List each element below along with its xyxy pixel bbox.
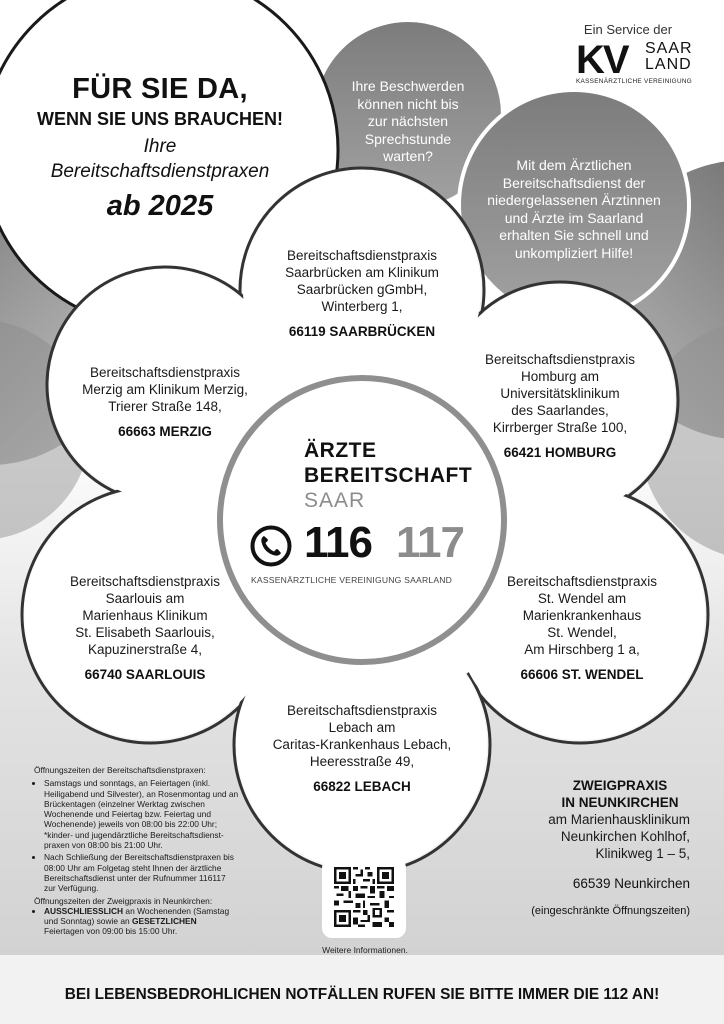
center-caption: KASSENÄRZTLICHE VEREINIGUNG SAARLAND	[251, 575, 453, 585]
center-logo	[248, 438, 488, 585]
practice-saarbruecken: Bereitschaftsdienstpraxis Saarbrücken am Klinikum Saarbrücken gGmbH, Winterberg 1, 66119 SAARBRÜCKEN	[252, 247, 472, 339]
opening-hours	[34, 765, 239, 939]
branch-hours-list	[34, 906, 239, 937]
logo-subtitle: KASSENÄRZTLICHE VEREINIGUNG	[576, 78, 693, 85]
branch-title1: ZWEIGPRAXIS	[572, 778, 668, 793]
complaint-bubble-text: Ihre Beschwerden können nicht bis zur nächsten Sprechstunde warten?	[351, 78, 465, 164]
city-stwendel: 66606 ST. WENDEL	[520, 667, 644, 682]
practice-stwendel: Bereitschaftsdienstpraxis St. Wendel am Marienkrankenhaus St. Wendel, Am Hirschberg 1 a, 66606 ST. WENDEL	[482, 573, 682, 682]
city-lebach: 66822 LEBACH	[313, 779, 411, 794]
hours-item-2: • Nach Schließung der Bereitschaftsdienstpraxen bis 08:00 Uhr am Folgetag steht Ihnen der ärztliche Bereitschaftsdienst unter der Rufnummer 116117 zur Verfügung.	[44, 852, 239, 893]
city-homburg: 66421 HOMBURG	[503, 445, 617, 460]
logo-kv-text: KV	[576, 38, 628, 82]
phone-icon	[250, 525, 292, 567]
branch-note: (eingeschränkte Öffnungszeiten)	[531, 905, 690, 917]
city-saarbruecken: 66119 SAARBRÜCKEN	[288, 324, 436, 339]
headline-line4: Bereitschaftsdienstpraxen	[50, 161, 270, 182]
number-116: 116	[304, 518, 372, 567]
branch-neunkirchen: ZWEIGPRAXIS IN NEUNKIRCHEN am Marienhausklinikum Neunkirchen Kohlhof, Klinikweg 1 – 5, 66539 Neunkirchen (eingeschränkte Öffnungszeiten)	[490, 777, 690, 917]
practice-merzig: Bereitschaftsdienstpraxis Merzig am Klinikum Merzig, Trierer Straße 148, 66663 MERZIG	[55, 364, 275, 439]
branch-hours-title: Öffnungszeiten der Zweigpraxis in Neunkirchen:	[34, 895, 213, 906]
headline-line5: ab 2025	[106, 190, 214, 222]
hours-item-1: • Samstags und sonntags, an Feiertagen (inkl. Heiligabend und Silvester), an Rosenmontag und an Brückentagen (einzelner Werktag zwischen Wochenende und Feiertag bzw. Feiertag und Wochenende) jeweils von 08:00 bis 22:00 Uhr; *kinder- und jugendärztliche Bereitschaftsdienst-praxen von 08:00 bis 21:00 Uhr.	[44, 778, 239, 850]
center-line2: BEREITSCHAFT	[304, 464, 473, 487]
kv-logo	[576, 40, 706, 92]
logo-saar-text: SAAR	[645, 40, 693, 57]
city-merzig: 66663 MERZIG	[118, 424, 212, 439]
center-line1: ÄRZTE	[304, 439, 377, 462]
hours-title: Öffnungszeiten der Bereitschaftsdienstpraxen:	[34, 765, 206, 775]
qr-code-icon[interactable]	[334, 867, 394, 927]
practice-homburg: Bereitschaftsdienstpraxis Homburg am Universitätsklinikum des Saarlandes, Kirrberger Straße 100, 66421 HOMBURG	[465, 351, 655, 460]
city-saarlouis: 66740 SAARLOUIS	[84, 667, 206, 682]
help-bubble-text: Mit dem Ärztlichen Bereitschaftsdienst der niedergelassenen Ärztinnen und Ärzte im Saarland erhalten Sie schnell und unkompliziert Hilfe!	[487, 157, 661, 261]
logo-land-text: LAND	[645, 56, 692, 73]
qr-caption: Weitere Informationen.	[322, 945, 408, 955]
number-117: 117	[396, 518, 464, 567]
headline	[10, 72, 310, 226]
branch-title2: IN NEUNKIRCHEN	[561, 795, 679, 810]
headline-line1: FÜR SIE DA,	[72, 73, 248, 105]
center-line3: SAAR	[304, 489, 366, 512]
phone-number-row	[248, 519, 488, 571]
practice-saarlouis: Bereitschaftsdienstpraxis Saarlouis am Marienhaus Klinikum St. Elisabeth Saarlouis, Kapuzinerstraße 4, 66740 SAARLOUIS	[40, 573, 250, 682]
branch-city: 66539 Neunkirchen	[572, 876, 690, 891]
headline-line2: WENN SIE UNS BRAUCHEN!	[36, 109, 283, 129]
hours-list	[34, 778, 239, 893]
footer-emergency-notice: BEI LEBENSBEDROHLICHEN NOTFÄLLEN RUFEN SIE BITTE IMMER DIE 112 AN!	[64, 986, 660, 1003]
service-label: Ein Service der	[583, 22, 673, 37]
headline-line3: Ihre	[143, 136, 177, 157]
practice-lebach: Bereitschaftsdienstpraxis Lebach am Caritas-Krankenhaus Lebach, Heeresstraße 49, 66822 LEBACH	[247, 702, 477, 794]
branch-hours-item: • AUSSCHLIESSLICH an Wochenenden (Samstag und Sonntag) sowie an GESETZLICHEN Feiertagen von 09:00 bis 15:00 Uhr.	[44, 906, 239, 937]
